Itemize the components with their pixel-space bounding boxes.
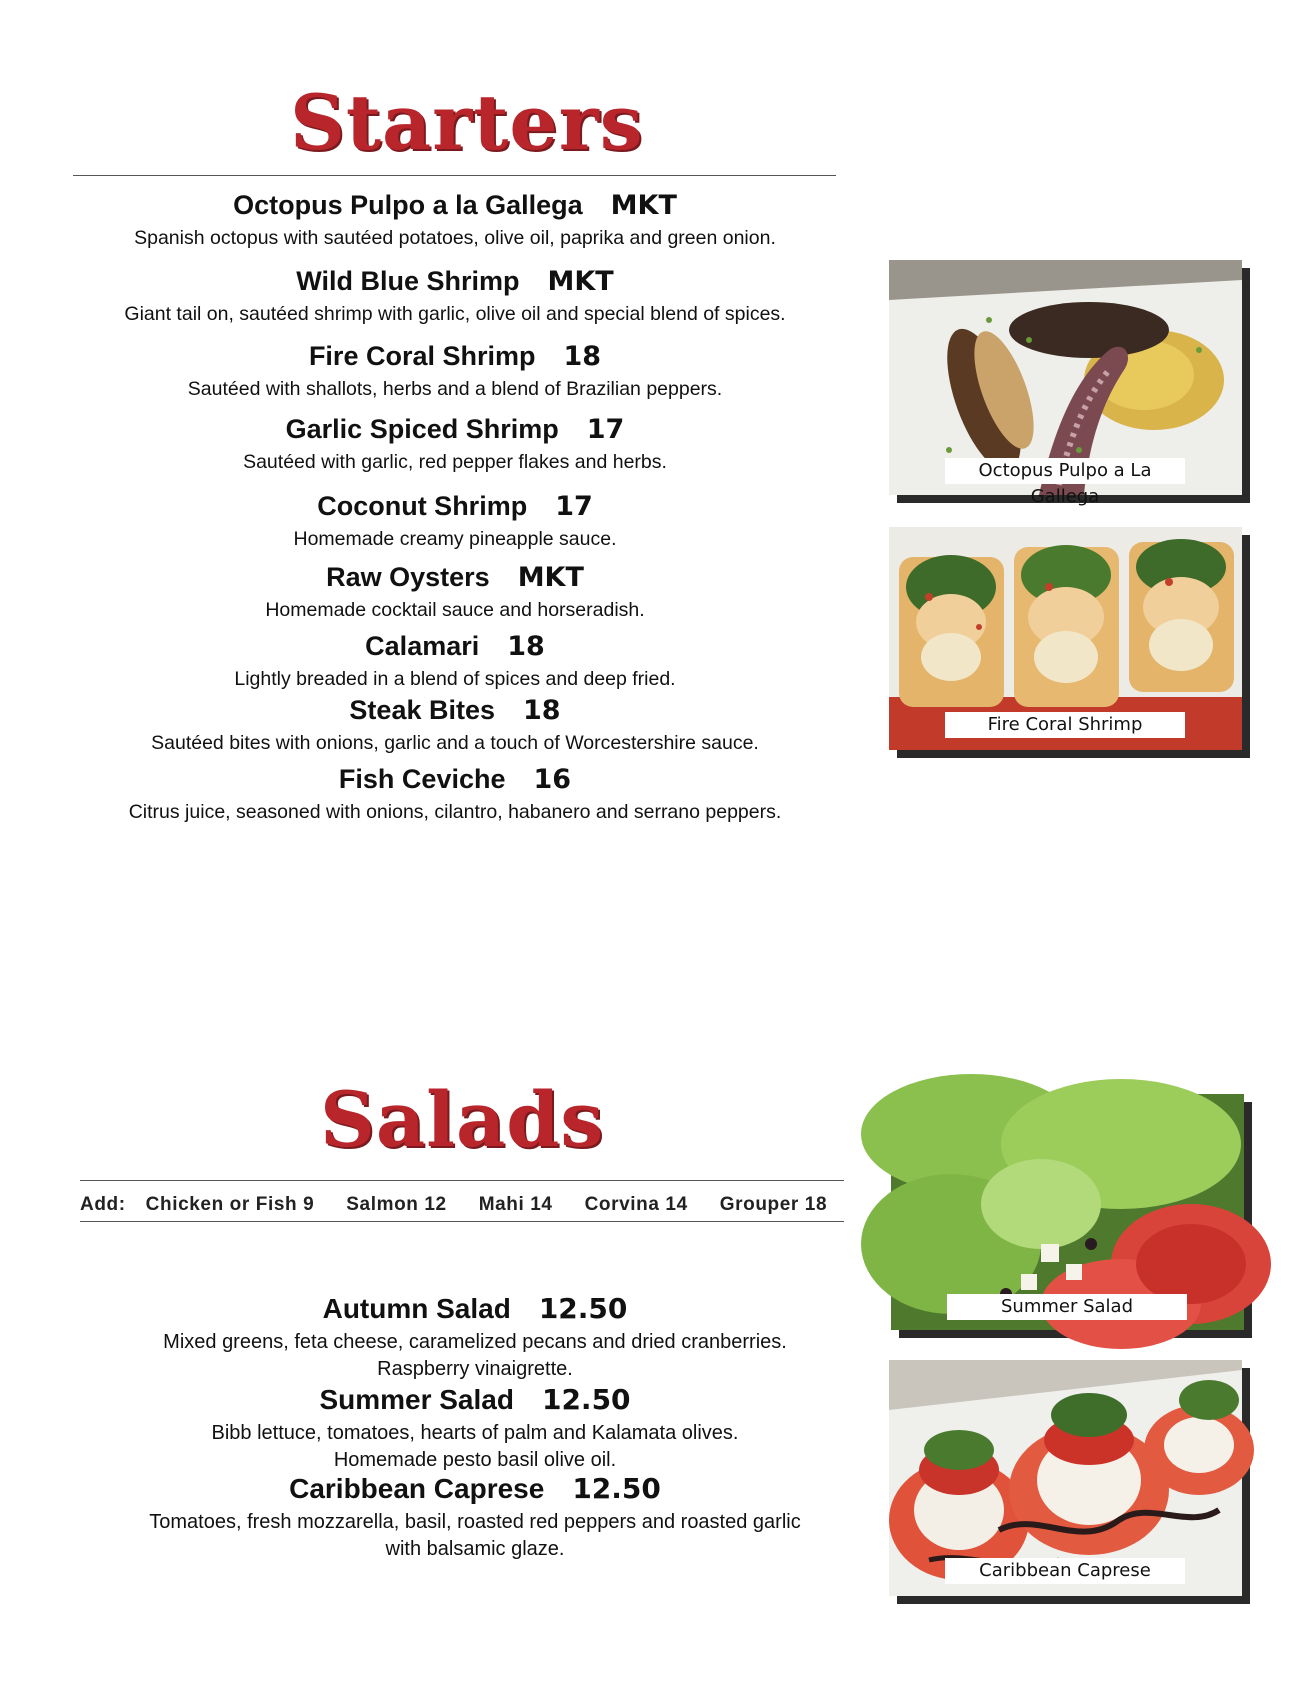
addon-option: Chicken or Fish 9: [145, 1194, 315, 1215]
item-price: 12.50: [541, 1383, 631, 1416]
item-price: MKT: [610, 190, 677, 221]
item-name: Fire Coral Shrimp: [308, 341, 536, 371]
item-description: Sautéed with garlic, red pepper flakes and herbs.: [243, 451, 667, 473]
item-name: Octopus Pulpo a la Gallega: [233, 190, 583, 220]
salad-item: [90, 1472, 860, 1563]
starters-title: Starters: [290, 78, 644, 167]
item-price: MKT: [547, 266, 614, 297]
item-description: Homemade pesto basil olive oil.: [333, 1449, 617, 1471]
addons-label: Add:: [80, 1194, 126, 1215]
item-name: Steak Bites: [349, 695, 495, 725]
photo-caption: Summer Salad: [947, 1294, 1187, 1320]
starter-item: [70, 631, 840, 693]
item-description: Giant tail on, sautéed shrimp with garlic, olive oil and special blend of spices.: [124, 303, 786, 325]
item-description: Sautéed bites with onions, garlic and a touch of Worcestershire sauce.: [151, 732, 759, 754]
item-price: 17: [586, 414, 625, 445]
starter-item: [70, 341, 840, 403]
salad-item: [90, 1292, 860, 1383]
item-name: Fish Ceviche: [338, 764, 506, 794]
item-description: Raspberry vinaigrette.: [377, 1358, 573, 1380]
item-description: Spanish octopus with sautéed potatoes, olive oil, paprika and green onion.: [134, 227, 776, 249]
item-price: 12.50: [572, 1472, 661, 1505]
addon-option: Mahi 14: [478, 1194, 553, 1215]
starter-item: [70, 190, 840, 252]
item-description: Bibb lettuce, tomatoes, hearts of palm and Kalamata olives.: [211, 1422, 739, 1444]
item-name: Summer Salad: [319, 1384, 514, 1415]
item-name: Calamari: [365, 631, 480, 661]
item-name: Garlic Spiced Shrimp: [285, 414, 559, 444]
item-name: Raw Oysters: [326, 562, 490, 592]
salad-item: [90, 1383, 860, 1474]
item-price: 12.50: [538, 1292, 628, 1325]
item-description: with balsamic glaze.: [385, 1538, 565, 1560]
starter-item: [70, 414, 840, 476]
item-description: Citrus juice, seasoned with onions, cilantro, habanero and serrano peppers.: [128, 801, 782, 823]
item-price: 18: [507, 631, 545, 662]
addon-option: Grouper 18: [719, 1194, 828, 1215]
starter-item: [70, 491, 840, 553]
item-description: Lightly breaded in a blend of spices and deep fried.: [234, 668, 676, 690]
photo-caption: Fire Coral Shrimp: [945, 712, 1185, 738]
octopus-photo: [889, 260, 1242, 507]
item-description: Tomatoes, fresh mozzarella, basil, roasted red peppers and roasted garlic: [149, 1511, 801, 1533]
salads-title: Salads: [320, 1075, 605, 1164]
fire-coral-shrimp-photo: [889, 527, 1242, 750]
photo-caption: Caribbean Caprese: [945, 1558, 1185, 1584]
starter-item: [70, 695, 840, 757]
photo-caption: Octopus Pulpo a La Gallega: [945, 458, 1185, 484]
starters-divider: [73, 175, 836, 176]
item-price: 17: [555, 491, 593, 522]
item-name: Coconut Shrimp: [317, 491, 528, 521]
salads-divider-bottom: [80, 1221, 844, 1222]
addon-option: Salmon 12: [346, 1194, 447, 1215]
summer-salad-photo: [891, 1094, 1244, 1330]
starter-item: [70, 562, 840, 624]
item-description: Sautéed with shallots, herbs and a blend of Brazilian peppers.: [187, 378, 723, 400]
item-price: 18: [563, 341, 602, 372]
item-name: Wild Blue Shrimp: [296, 266, 520, 296]
starter-item: [70, 266, 840, 328]
item-name: Caribbean Caprese: [289, 1473, 545, 1504]
item-description: Homemade creamy pineapple sauce.: [293, 528, 617, 550]
salad-addons: [80, 1190, 850, 1220]
item-description: Homemade cocktail sauce and horseradish.: [265, 599, 645, 621]
salads-divider-top: [80, 1180, 844, 1181]
starter-item: [70, 764, 840, 826]
item-name: Autumn Salad: [322, 1293, 511, 1324]
item-price: 18: [523, 695, 561, 726]
addon-option: Corvina 14: [584, 1194, 688, 1215]
caribbean-caprese-photo: [889, 1360, 1242, 1596]
item-price: 16: [533, 764, 572, 795]
item-price: MKT: [517, 562, 584, 593]
item-description: Mixed greens, feta cheese, caramelized pecans and dried cranberries.: [163, 1331, 787, 1353]
